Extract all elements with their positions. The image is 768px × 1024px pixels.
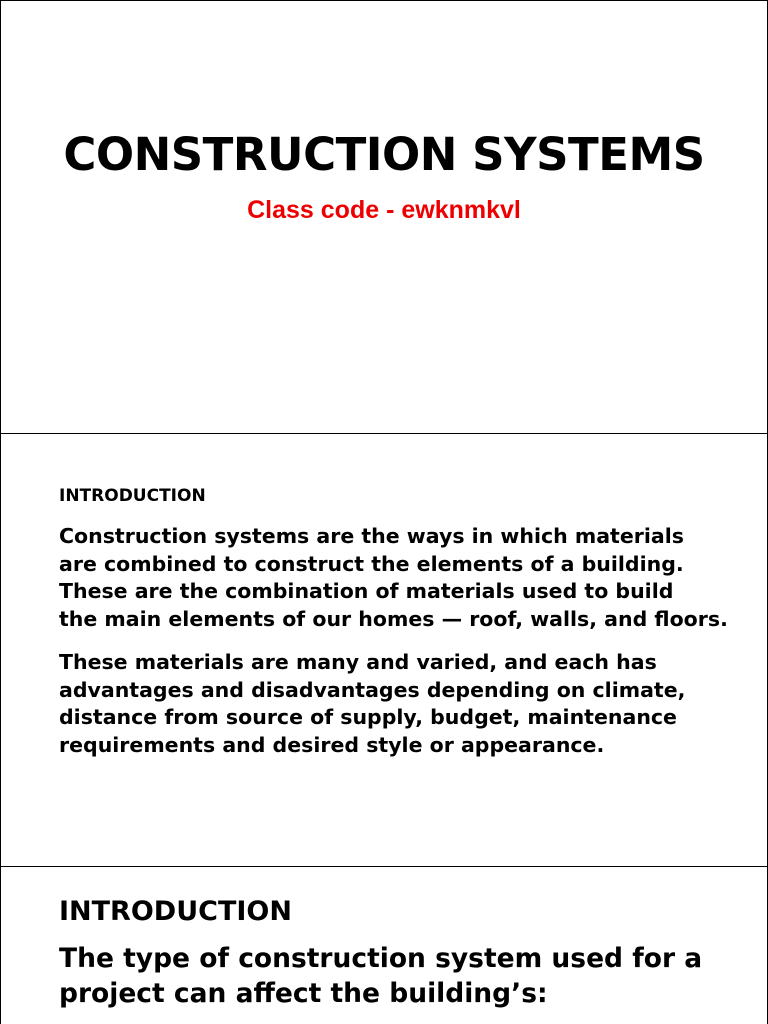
paragraph-line: These materials are many and varied, and each has [59, 650, 657, 674]
paragraph-line: project can affect the building’s: [59, 978, 548, 1009]
intro-paragraph-2 [59, 649, 739, 759]
paragraph-line: The type of construction system used for a [59, 943, 703, 974]
paragraph-line: the main elements of our homes — roof, walls, and floors. [59, 606, 728, 631]
paragraph-line: Construction systems are the ways in which materials [59, 524, 684, 548]
slide-title [0, 0, 768, 434]
paragraph-line: distance from source of supply, budget, maintenance [59, 705, 677, 729]
slide-heading: INTRODUCTION [59, 896, 292, 927]
paragraph-line: advantages and disadvantages depending on climate, [59, 677, 686, 702]
slide-title-text: CONSTRUCTION SYSTEMS [63, 128, 705, 181]
slide-introduction-1 [0, 433, 768, 867]
paragraph-line: These are the combination of materials used to build [59, 579, 674, 603]
slide-heading: INTRODUCTION [59, 486, 206, 506]
intro-paragraph-1 [59, 523, 739, 633]
paragraph-line: requirements and desired style or appearance. [59, 732, 605, 757]
paragraph-line: are combined to construct the elements of a building. [59, 551, 684, 576]
intro-body [59, 941, 702, 1011]
slide-introduction-2 [0, 866, 768, 1024]
class-code-subtitle: Class code - ewknmkvl [247, 196, 521, 224]
